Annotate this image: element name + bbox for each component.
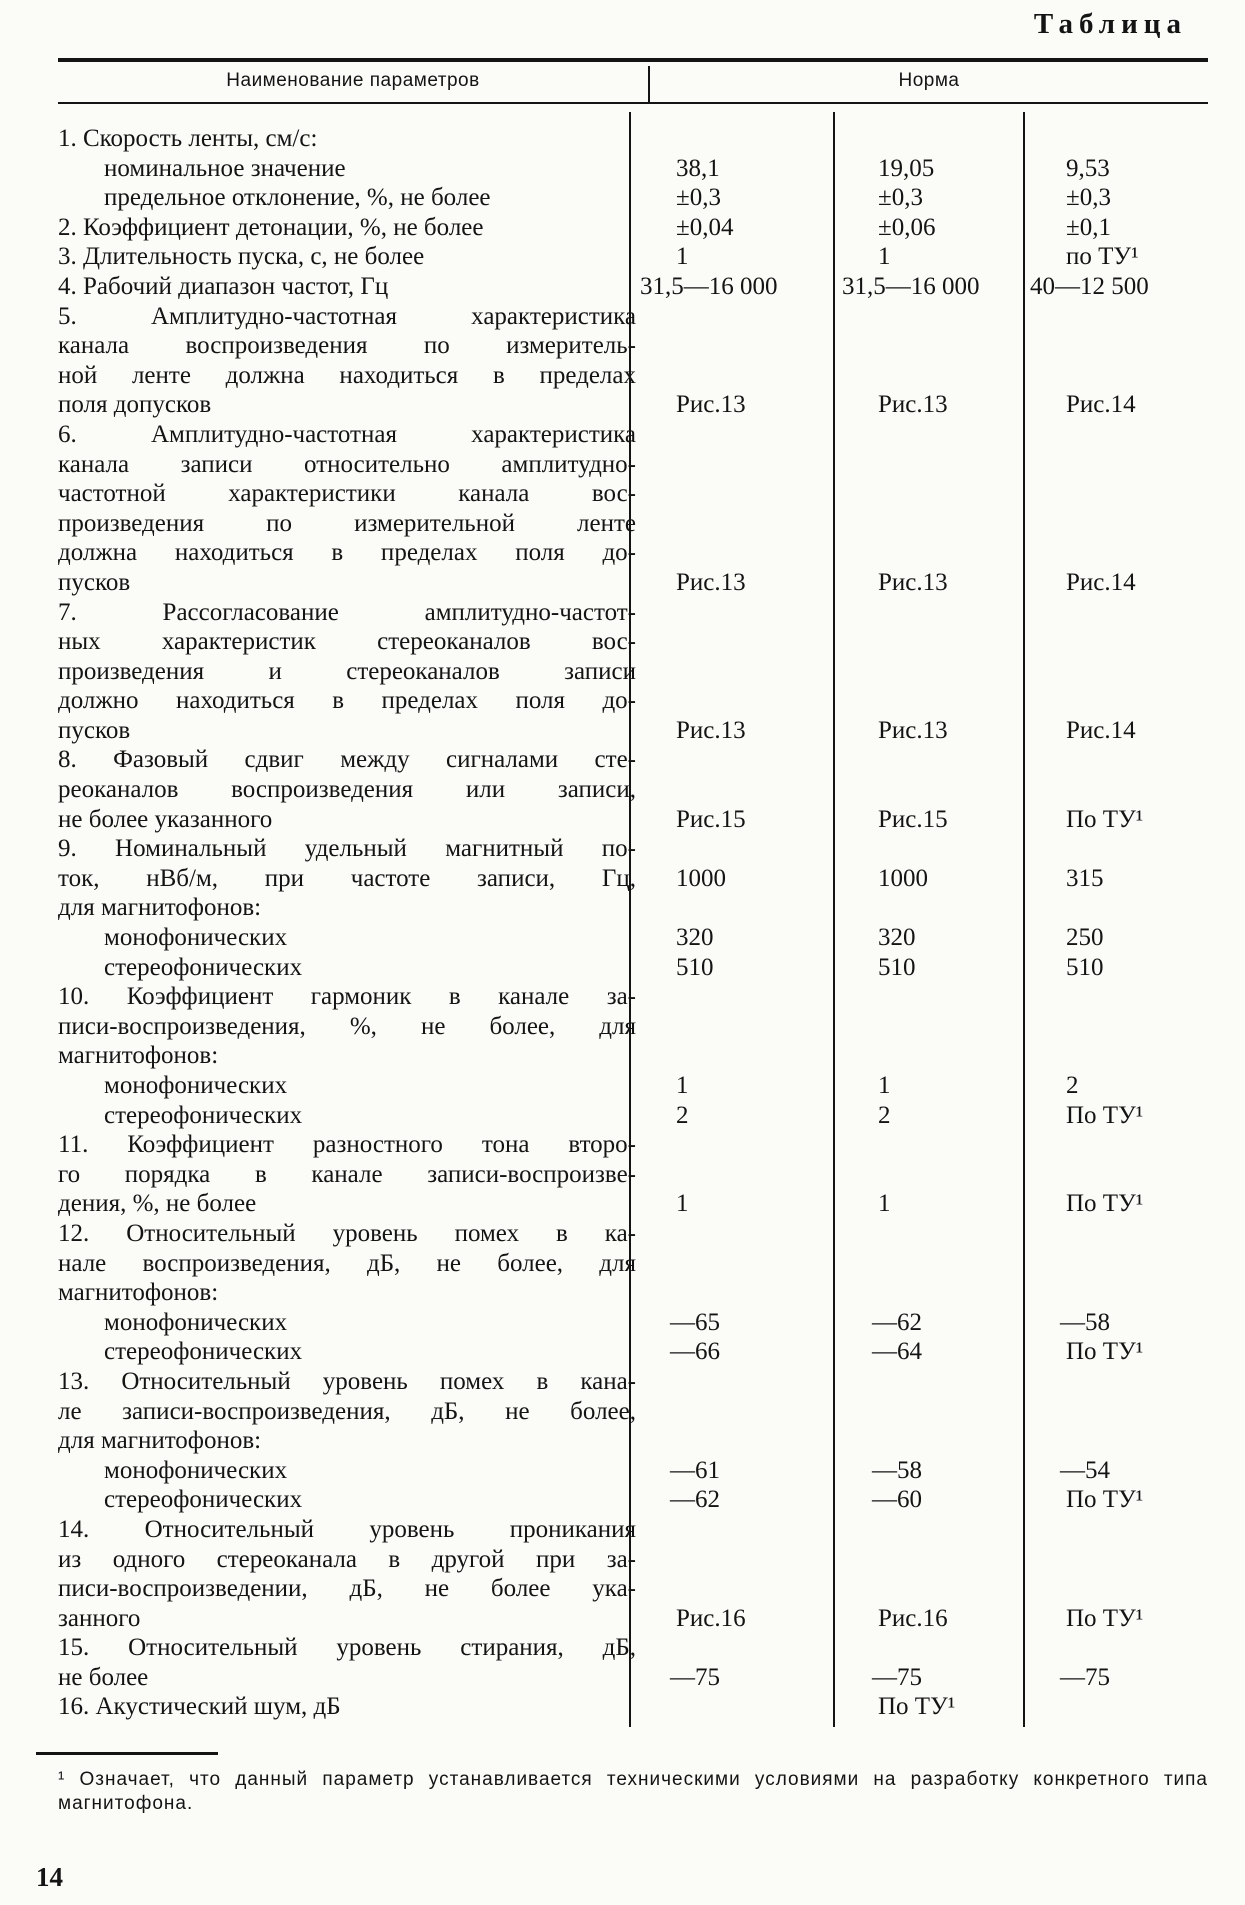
norm-value [842, 154, 1017, 184]
table-header-rule [58, 102, 1208, 104]
norm-value-text: 31,5—16 000 [640, 272, 778, 300]
norm-value [640, 1456, 825, 1486]
norm-empty [842, 331, 1017, 361]
norm-empty [842, 1041, 1017, 1071]
norm-value [1030, 568, 1208, 598]
param-line: 14. Относительный уровень проникания [58, 1515, 636, 1543]
param-line: 3. Длительность пуска, с, не более [58, 243, 425, 271]
norm-empty [842, 686, 1017, 716]
param-line: 15. Относительный уровень стирания, дБ, [58, 1634, 636, 1662]
norm-value-text: Рис.15 [676, 805, 746, 833]
norm-empty [842, 450, 1017, 480]
norm-empty [640, 1219, 825, 1249]
norm-value [1030, 805, 1208, 835]
norm-empty [640, 1633, 825, 1663]
param-line: 2. Коэффициент детонации, %, не более [58, 213, 484, 241]
header-params: Наименование параметров [226, 70, 480, 91]
norm-value-text: 1 [676, 243, 689, 271]
norm-value [842, 716, 1017, 746]
norm-value-text: Рис.14 [1066, 716, 1136, 744]
norm-value-text: 1000 [878, 864, 928, 892]
norm-value-text: 1 [878, 1072, 891, 1099]
column-divider [1023, 112, 1025, 1727]
norm-value [842, 213, 1017, 243]
norm-value [1030, 1604, 1208, 1634]
norm-value [842, 1663, 1017, 1693]
norm-empty [640, 450, 825, 480]
page-number: 14 [36, 1862, 63, 1892]
norm-value [640, 805, 825, 835]
param-line: не более указанного [58, 805, 273, 833]
param-line: писи-воспроизведения, %, не более, для [58, 1012, 636, 1040]
norm-value [842, 242, 1017, 272]
param-line: реоканалов воспроизведения или записи, [58, 776, 636, 804]
norm-empty [1030, 598, 1208, 628]
param-line: 12. Относительный уровень помех в ка- [58, 1219, 636, 1247]
norm-value [842, 923, 1017, 953]
norm-value-text: По ТУ¹ [1066, 1190, 1144, 1218]
norm-empty [842, 1397, 1017, 1427]
norm-value-text: Рис.14 [1066, 391, 1136, 419]
norm-value-text: 510 [676, 953, 714, 981]
norm-empty [640, 1367, 825, 1397]
norm-empty [1030, 1012, 1208, 1042]
norm-value-text: —60 [872, 1486, 922, 1514]
norm-empty [842, 1219, 1017, 1249]
norm-value [1030, 1308, 1208, 1338]
norm-value [1030, 272, 1208, 302]
norm-value-text: 1 [878, 1190, 891, 1218]
norm-value-text: 38,1 [676, 154, 720, 182]
norm-empty [842, 1426, 1017, 1456]
norm-empty [1030, 745, 1208, 775]
norm-value-text: 320 [676, 924, 714, 952]
norm-value [842, 1692, 1017, 1722]
norm-value [1030, 923, 1208, 953]
norm-empty [1030, 1397, 1208, 1427]
norm-value-text: Рис.14 [1066, 568, 1136, 596]
norm-value-text: По ТУ¹ [1066, 1338, 1144, 1366]
norm-value [1030, 953, 1208, 983]
norm-empty [842, 775, 1017, 805]
norm-value [1030, 1101, 1208, 1131]
norm-value-text: По ТУ¹ [878, 1693, 956, 1721]
norm-empty [842, 538, 1017, 568]
norm-value-text: —58 [1060, 1308, 1110, 1336]
norm-value-text: 9,53 [1066, 154, 1110, 182]
norm-empty [842, 1249, 1017, 1279]
param-line: монофонических [104, 924, 288, 952]
norm-value-text: 1000 [676, 864, 726, 892]
norm-value [1030, 213, 1208, 243]
norm-value-text: 1 [878, 243, 891, 271]
norm-empty [842, 361, 1017, 391]
norm-value-text: 320 [878, 924, 916, 952]
norm-empty [842, 1633, 1017, 1663]
norm-empty [640, 331, 825, 361]
norm-empty [1030, 982, 1208, 1012]
norm-value [1030, 1071, 1208, 1101]
param-line: 11. Коэффициент разностного тона второ- [58, 1131, 636, 1159]
norm-value [842, 568, 1017, 598]
param-line: канала записи относительно амплитудно- [58, 450, 636, 478]
norm-empty [640, 1278, 825, 1308]
norm-value-text: Рис.13 [878, 716, 948, 744]
norm-value [842, 183, 1017, 213]
param-line: стереофонических [104, 1101, 303, 1129]
norm-empty [842, 834, 1017, 864]
norm-value [1030, 1456, 1208, 1486]
param-line: стереофонических [104, 953, 303, 981]
norm-empty [640, 1041, 825, 1071]
norm-value-text: ±0,06 [878, 213, 936, 241]
param-line: занного [58, 1604, 141, 1632]
norm-empty [1030, 1426, 1208, 1456]
norm-empty [842, 598, 1017, 628]
norm-empty [842, 1574, 1017, 1604]
norm-empty [1030, 124, 1208, 154]
norm-empty [640, 982, 825, 1012]
parameter-list [58, 124, 636, 1722]
norm-empty [640, 1426, 825, 1456]
footnote-rule [36, 1752, 218, 1755]
norm-empty [1030, 302, 1208, 332]
norm-value-text: Рис.16 [878, 1604, 948, 1632]
norm-empty [640, 1545, 825, 1575]
param-line: писи-воспроизведении, дБ, не более ука- [58, 1575, 636, 1603]
param-line: монофонических [104, 1072, 288, 1099]
norm-value [1030, 183, 1208, 213]
norm-value [640, 568, 825, 598]
norm-value-text: 315 [1066, 864, 1104, 892]
param-line: 7. Рассогласование амплитудно-частот- [58, 598, 636, 626]
norm-empty [640, 1130, 825, 1160]
norm-empty [1030, 1278, 1208, 1308]
norm-empty [842, 1545, 1017, 1575]
param-line: ной ленте должна находиться в пределах [58, 361, 636, 389]
norm-value-text: Рис.13 [676, 716, 746, 744]
param-line: магнитофонов: [58, 1042, 219, 1070]
norm-empty [1030, 1633, 1208, 1663]
norm-column-1 [640, 124, 825, 1722]
table-title: Таблица [1033, 8, 1187, 40]
norm-empty [842, 627, 1017, 657]
param-line: не более [58, 1663, 149, 1691]
norm-empty [842, 420, 1017, 450]
norm-empty [842, 1278, 1017, 1308]
param-line: предельное отклонение, %, не более [104, 184, 491, 212]
param-line: стереофонических [104, 1338, 303, 1366]
param-line: 1. Скорость ленты, см/с: [58, 125, 318, 152]
norm-empty [640, 627, 825, 657]
param-line: ных характеристик стереоканалов вос- [58, 628, 636, 656]
norm-value-text: по ТУ¹ [1066, 243, 1139, 271]
norm-empty [640, 420, 825, 450]
param-line: должно находиться в пределах поля до- [58, 687, 636, 715]
norm-empty [640, 1515, 825, 1545]
norm-value [640, 1485, 825, 1515]
norm-empty [1030, 1574, 1208, 1604]
param-line: из одного стереоканала в другой при за- [58, 1545, 636, 1573]
norm-empty [1030, 479, 1208, 509]
norm-value-text: По ТУ¹ [1066, 1486, 1144, 1514]
norm-empty [842, 124, 1017, 154]
norm-value-text: По ТУ¹ [1066, 805, 1144, 833]
norm-value [640, 242, 825, 272]
param-line: произведения по измерительной ленте [58, 509, 636, 537]
norm-value-text: Рис.13 [676, 391, 746, 419]
norm-empty [640, 1692, 825, 1722]
norm-value-text: ±0,3 [1066, 184, 1111, 212]
norm-empty [640, 479, 825, 509]
norm-empty [842, 657, 1017, 687]
table-top-rule [58, 58, 1208, 62]
norm-value [842, 1071, 1017, 1101]
param-line: стереофонических [104, 1486, 303, 1514]
norm-empty [640, 834, 825, 864]
norm-empty [1030, 686, 1208, 716]
param-line: монофонических [104, 1308, 288, 1336]
norm-value [640, 1337, 825, 1367]
param-line: 9. Номинальный удельный магнитный по- [58, 835, 636, 863]
param-line: должна находиться в пределах поля до- [58, 539, 636, 567]
header-norm: Норма [898, 70, 960, 91]
norm-empty [1030, 893, 1208, 923]
norm-value [640, 864, 825, 894]
param-line: пусков [58, 716, 131, 744]
norm-empty [640, 745, 825, 775]
norm-value [640, 272, 825, 302]
param-line: номинальное значение [104, 154, 346, 182]
norm-value [842, 1189, 1017, 1219]
norm-empty [640, 1397, 825, 1427]
norm-column-3 [1030, 124, 1208, 1722]
norm-empty [640, 538, 825, 568]
norm-value-text: 40—12 500 [1030, 272, 1149, 300]
norm-empty [1030, 1160, 1208, 1190]
param-line: 13. Относительный уровень помех в кана- [58, 1367, 636, 1395]
norm-value-text: ±0,1 [1066, 213, 1111, 241]
norm-value [842, 1308, 1017, 1338]
norm-empty [1030, 450, 1208, 480]
param-line: 5. Амплитудно-частотная характеристика [58, 302, 636, 330]
norm-empty [1030, 1041, 1208, 1071]
norm-value [1030, 1189, 1208, 1219]
param-line: 8. Фазовый сдвиг между сигналами сте- [58, 746, 636, 774]
norm-value [640, 390, 825, 420]
norm-value-text: ±0,3 [878, 184, 923, 212]
norm-empty [1030, 775, 1208, 805]
norm-empty [640, 686, 825, 716]
norm-value [1030, 154, 1208, 184]
norm-empty [640, 598, 825, 628]
norm-value-text: Рис.13 [878, 391, 948, 419]
norm-empty [842, 1367, 1017, 1397]
norm-empty [640, 1574, 825, 1604]
norm-value [640, 183, 825, 213]
norm-value [1030, 242, 1208, 272]
norm-value-text: —61 [670, 1456, 720, 1484]
param-line: 6. Амплитудно-частотная характеристика [58, 420, 636, 448]
norm-empty [842, 1515, 1017, 1545]
param-line: произведения и стереоканалов записи [58, 657, 636, 685]
norm-empty [640, 361, 825, 391]
norm-value-text: Рис.13 [878, 568, 948, 596]
norm-value [842, 1485, 1017, 1515]
norm-empty [640, 509, 825, 539]
param-line: магнитофонов: [58, 1279, 219, 1307]
norm-empty [1030, 420, 1208, 450]
norm-value-text: —75 [872, 1663, 922, 1691]
norm-empty [640, 1012, 825, 1042]
norm-value-text: —54 [1060, 1456, 1110, 1484]
param-line: го порядка в канале записи-воспроизве- [58, 1160, 636, 1188]
norm-value-text: —75 [670, 1663, 720, 1691]
param-line: 10. Коэффициент гармоник в канале за- [58, 983, 636, 1011]
norm-value-text: 250 [1066, 924, 1104, 952]
norm-value-text: —62 [670, 1486, 720, 1514]
norm-empty [640, 1249, 825, 1279]
norm-empty [842, 982, 1017, 1012]
norm-empty [842, 745, 1017, 775]
norm-value-text: 1 [676, 1190, 689, 1218]
norm-empty [842, 509, 1017, 539]
norm-empty [1030, 331, 1208, 361]
norm-value-text: По ТУ¹ [1066, 1604, 1144, 1632]
norm-column-2 [842, 124, 1017, 1722]
norm-value [1030, 716, 1208, 746]
norm-value-text: —65 [670, 1308, 720, 1336]
norm-value [640, 213, 825, 243]
norm-empty [842, 893, 1017, 923]
param-line: ле записи-воспроизведения, дБ, не более, [58, 1397, 636, 1425]
norm-empty [640, 657, 825, 687]
norm-value [640, 1663, 825, 1693]
norm-value [842, 805, 1017, 835]
norm-value-text: Рис.13 [676, 568, 746, 596]
param-line: ток, нВб/м, при частоте записи, Гц, [58, 864, 636, 892]
param-line: 16. Акустический шум, дБ [58, 1693, 341, 1721]
norm-empty [640, 775, 825, 805]
norm-value-text: 510 [878, 953, 916, 981]
param-line: для магнитофонов: [58, 894, 262, 922]
norm-value [842, 390, 1017, 420]
norm-value [1030, 1337, 1208, 1367]
norm-empty [842, 302, 1017, 332]
norm-empty [842, 479, 1017, 509]
norm-empty [842, 1130, 1017, 1160]
footnote: ¹ Означает, что данный параметр устанавливается техническими условиями на разработку конкретного типа магнитофона. [58, 1769, 1208, 1814]
norm-value-text: 2 [1066, 1072, 1079, 1099]
norm-value-text: 1 [676, 1072, 689, 1099]
param-line: монофонических [104, 1456, 288, 1484]
norm-value [640, 1308, 825, 1338]
norm-value [842, 1604, 1017, 1634]
norm-value-text: 31,5—16 000 [842, 272, 980, 300]
norm-value [842, 1337, 1017, 1367]
norm-value-text: —64 [872, 1338, 922, 1366]
norm-empty [842, 1160, 1017, 1190]
norm-value-text: ±0,04 [676, 213, 734, 241]
norm-value-text: 2 [676, 1101, 689, 1129]
norm-value-text: —66 [670, 1338, 720, 1366]
norm-empty [640, 893, 825, 923]
norm-value-text: По ТУ¹ [1066, 1101, 1144, 1129]
norm-value [842, 864, 1017, 894]
param-line: 4. Рабочий диапазон частот, Гц [58, 272, 389, 300]
norm-empty [1030, 1545, 1208, 1575]
param-line: частотной характеристики канала вос- [58, 480, 636, 508]
norm-empty [842, 1012, 1017, 1042]
norm-empty [1030, 1249, 1208, 1279]
norm-value-text: Рис.16 [676, 1604, 746, 1632]
norm-value [842, 953, 1017, 983]
norm-value [640, 1604, 825, 1634]
norm-value [640, 154, 825, 184]
norm-value-text: 2 [878, 1101, 891, 1129]
norm-value [640, 1071, 825, 1101]
norm-value [842, 1456, 1017, 1486]
norm-empty [1030, 1219, 1208, 1249]
norm-empty [1030, 834, 1208, 864]
norm-empty [1030, 361, 1208, 391]
param-line: для магнитофонов: [58, 1427, 262, 1455]
norm-value [1030, 1485, 1208, 1515]
norm-value-text: —75 [1060, 1663, 1110, 1691]
param-line: поля допусков [58, 391, 212, 419]
param-line: канала воспроизведения по измеритель- [58, 332, 636, 360]
norm-value-text: ±0,3 [676, 184, 721, 212]
norm-value [842, 272, 1017, 302]
norm-empty [1030, 509, 1208, 539]
column-divider [833, 112, 835, 1727]
param-line: дения, %, не более [58, 1190, 257, 1218]
norm-value [1030, 390, 1208, 420]
norm-value [640, 716, 825, 746]
norm-empty [1030, 1130, 1208, 1160]
norm-empty [640, 124, 825, 154]
norm-value [640, 953, 825, 983]
norm-value-text: Рис.15 [878, 805, 948, 833]
norm-value-text: 19,05 [878, 154, 935, 182]
norm-empty [1030, 627, 1208, 657]
norm-value [842, 1101, 1017, 1131]
norm-value [640, 923, 825, 953]
param-line: пусков [58, 568, 131, 596]
norm-empty [1030, 538, 1208, 568]
norm-value-text: —62 [872, 1308, 922, 1336]
norm-value-text: —58 [872, 1456, 922, 1484]
norm-empty [1030, 1367, 1208, 1397]
norm-value [1030, 1663, 1208, 1693]
norm-empty [640, 302, 825, 332]
norm-value [640, 1101, 825, 1131]
norm-empty [640, 1160, 825, 1190]
norm-value [640, 1189, 825, 1219]
param-line: нале воспроизведения, дБ, не более, для [58, 1249, 636, 1277]
norm-empty [1030, 1692, 1208, 1722]
norm-value-text: 510 [1066, 953, 1104, 981]
norm-empty [1030, 657, 1208, 687]
norm-value [1030, 864, 1208, 894]
norm-empty [1030, 1515, 1208, 1545]
